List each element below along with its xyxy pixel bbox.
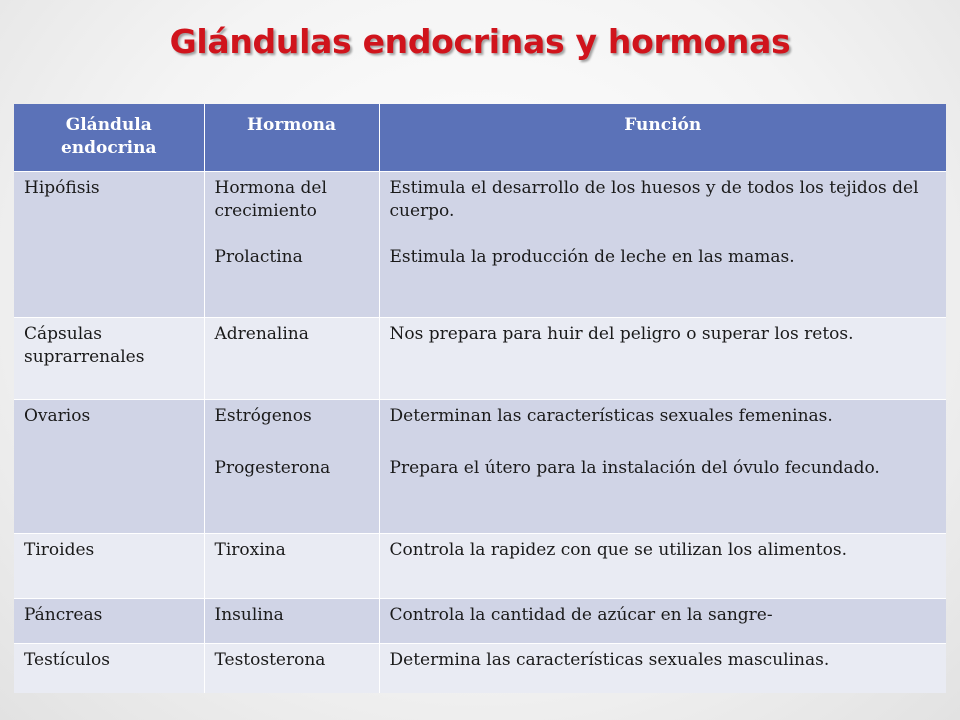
cell-function [379,598,946,643]
page-title: Glándulas endocrinas y hormonas [169,22,791,61]
table-row [14,643,946,693]
cell-hormone [204,171,379,317]
table-row [14,317,946,399]
function-text: Controla la cantidad de azúcar en la sangre- [389,604,773,625]
glands-table [14,104,946,693]
header-function: Función [379,104,946,171]
table-row [14,171,946,317]
table-body [14,171,946,693]
cell-hormone [204,317,379,399]
table-header [14,104,946,171]
header-hormone: Hormona [204,104,379,171]
cell-hormone [204,399,379,533]
function-text: Determina las características sexuales masculinas. [389,649,830,670]
cell-gland: Testículos [14,643,204,693]
cell-gland: Hipófisis [14,171,204,317]
function-text: Estimula el desarrollo de los huesos y de todos los tejidos del cuerpo. [389,177,919,222]
cell-gland: Páncreas [14,598,204,643]
header-gland: Glándula endocrina [14,104,204,171]
function-text: Prepara el útero para la instalación del óvulo fecundado. [389,458,880,479]
cell-hormone [204,533,379,598]
cell-gland: Tiroides [14,533,204,598]
header-row [14,104,946,171]
cell-hormone [204,643,379,693]
hormone-name: Progesterona [214,458,331,479]
function-text: Controla la rapidez con que se utilizan los alimentos. [389,539,847,560]
cell-function [379,643,946,693]
cell-function [379,317,946,399]
cell-gland: Ovarios [14,399,204,533]
hormone-name: Hormona del crecimiento [214,177,327,222]
function-text: Estimula la producción de leche en las mamas. [389,246,795,267]
hormone-name: Estrógenos [214,405,312,426]
hormone-name: Prolactina [214,246,303,267]
hormone-name: Tiroxina [214,539,286,560]
table-row [14,598,946,643]
cell-hormone [204,598,379,643]
function-text: Determinan las características sexuales femeninas. [389,405,833,426]
cell-function [379,171,946,317]
hormone-name: Adrenalina [214,323,309,344]
cell-function [379,399,946,533]
cell-function [379,533,946,598]
table-row [14,399,946,533]
hormone-name: Insulina [214,604,284,625]
table-row [14,533,946,598]
cell-gland: Cápsulas suprarrenales [14,317,204,399]
hormone-name: Testosterona [214,649,326,670]
function-text: Nos prepara para huir del peligro o superar los retos. [389,323,854,344]
